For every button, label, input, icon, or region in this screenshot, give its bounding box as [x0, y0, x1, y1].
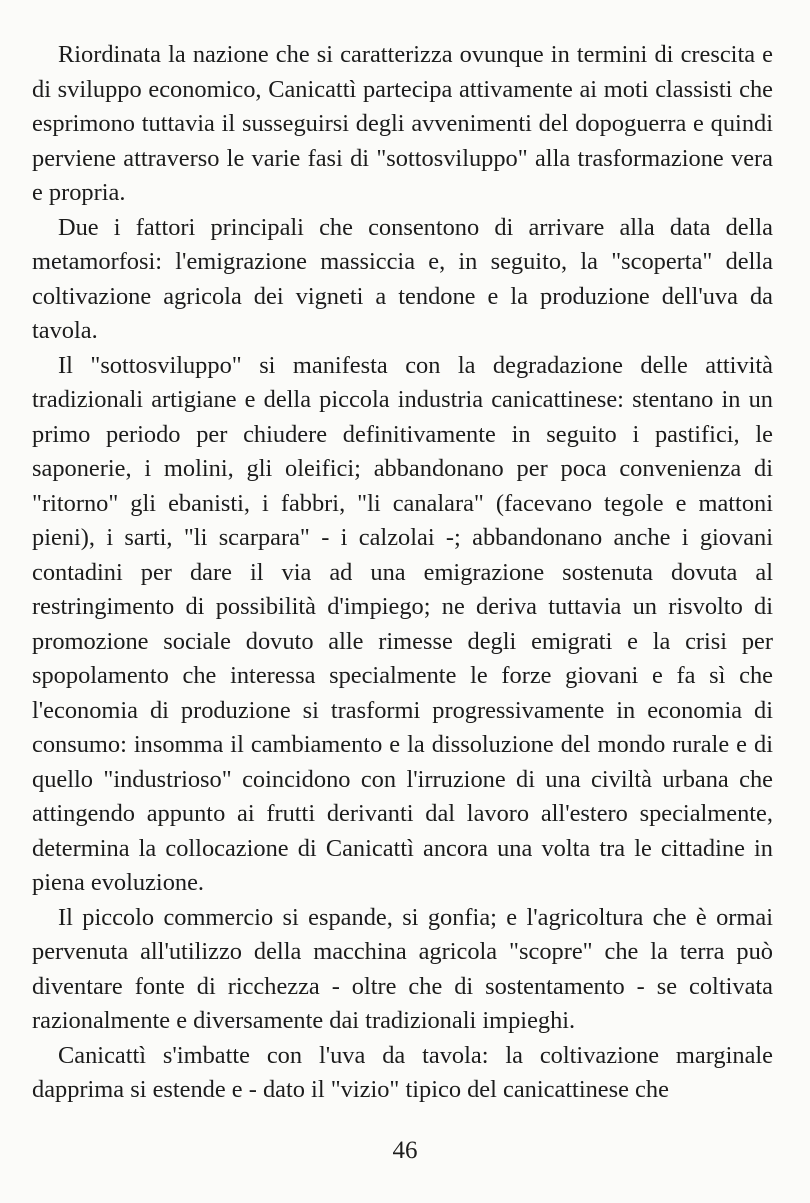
- body-text: [32, 38, 773, 1108]
- paragraph: Canicattì s'imbatte con l'uva da tavola: la coltivazione marginale dapprima si estende e - dato il "vizio" tipico del canicattinese che: [32, 1041, 773, 1103]
- paragraph: Il "sottosviluppo" si manifesta con la degradazione delle attività tradizionali artigiane e della piccola industria canicattinese: stentano in un primo periodo per chiudere definitivamente in seguito i pastifici, le saponerie, i molini, gli oleifici; abbandonano per poca convenienza di "ritorno" gli ebanisti, i fabbri, "li canalara" (facevano tegole e mattoni pieni), i sarti, "li scarpara" - i calzolai -; abbandonano anche i giovani contadini per dare il via ad una emigrazione sostenuta dovuta al restringimento di possibilità d'impiego; ne deriva tuttavia un risvolto di promozione sociale dovuto alle rimesse degli emigrati e la crisi per spopolamento che interessa specialmente le forze giovani e fa sì che l'economia di produzione si trasformi progressivamente in economia di consumo: insomma il cambiamento e la dissoluzione del mondo rurale e di quello "industrioso" coincidono con l'irruzione di una civiltà urbana che attingendo appunto ai frutti derivanti dal lavoro all'estero specialmente, determina la collocazione di Canicattì ancora una volta tra le cittadine in piena evoluzione.: [32, 351, 773, 896]
- paragraph: Riordinata la nazione che si caratterizza ovunque in termini di crescita e di sviluppo economico, Canicattì partecipa attivamente ai moti classisti che esprimono tuttavia il susseguirsi degli avvenimenti del dopoguerra e quindi perviene attraverso le varie fasi di "sottosviluppo" alla trasformazione vera e propria.: [32, 41, 773, 206]
- paragraph: Il piccolo commercio si espande, si gonfia; e l'agricoltura che è ormai pervenuta all'utilizzo della macchina agricola "scopre" che la terra può diventare fonte di ricchezza - oltre che di sostentamento - se coltivata razionalmente e diversamente dai tradizionali impieghi.: [32, 903, 773, 1034]
- page-number: 46: [392, 1137, 418, 1164]
- paragraph: Due i fattori principali che consentono di arrivare alla data della metamorfosi: l'emigrazione massiccia e, in seguito, la "scoperta" della coltivazione agricola dei vigneti a tendone e la produzione dell'uva da tavola.: [32, 213, 773, 344]
